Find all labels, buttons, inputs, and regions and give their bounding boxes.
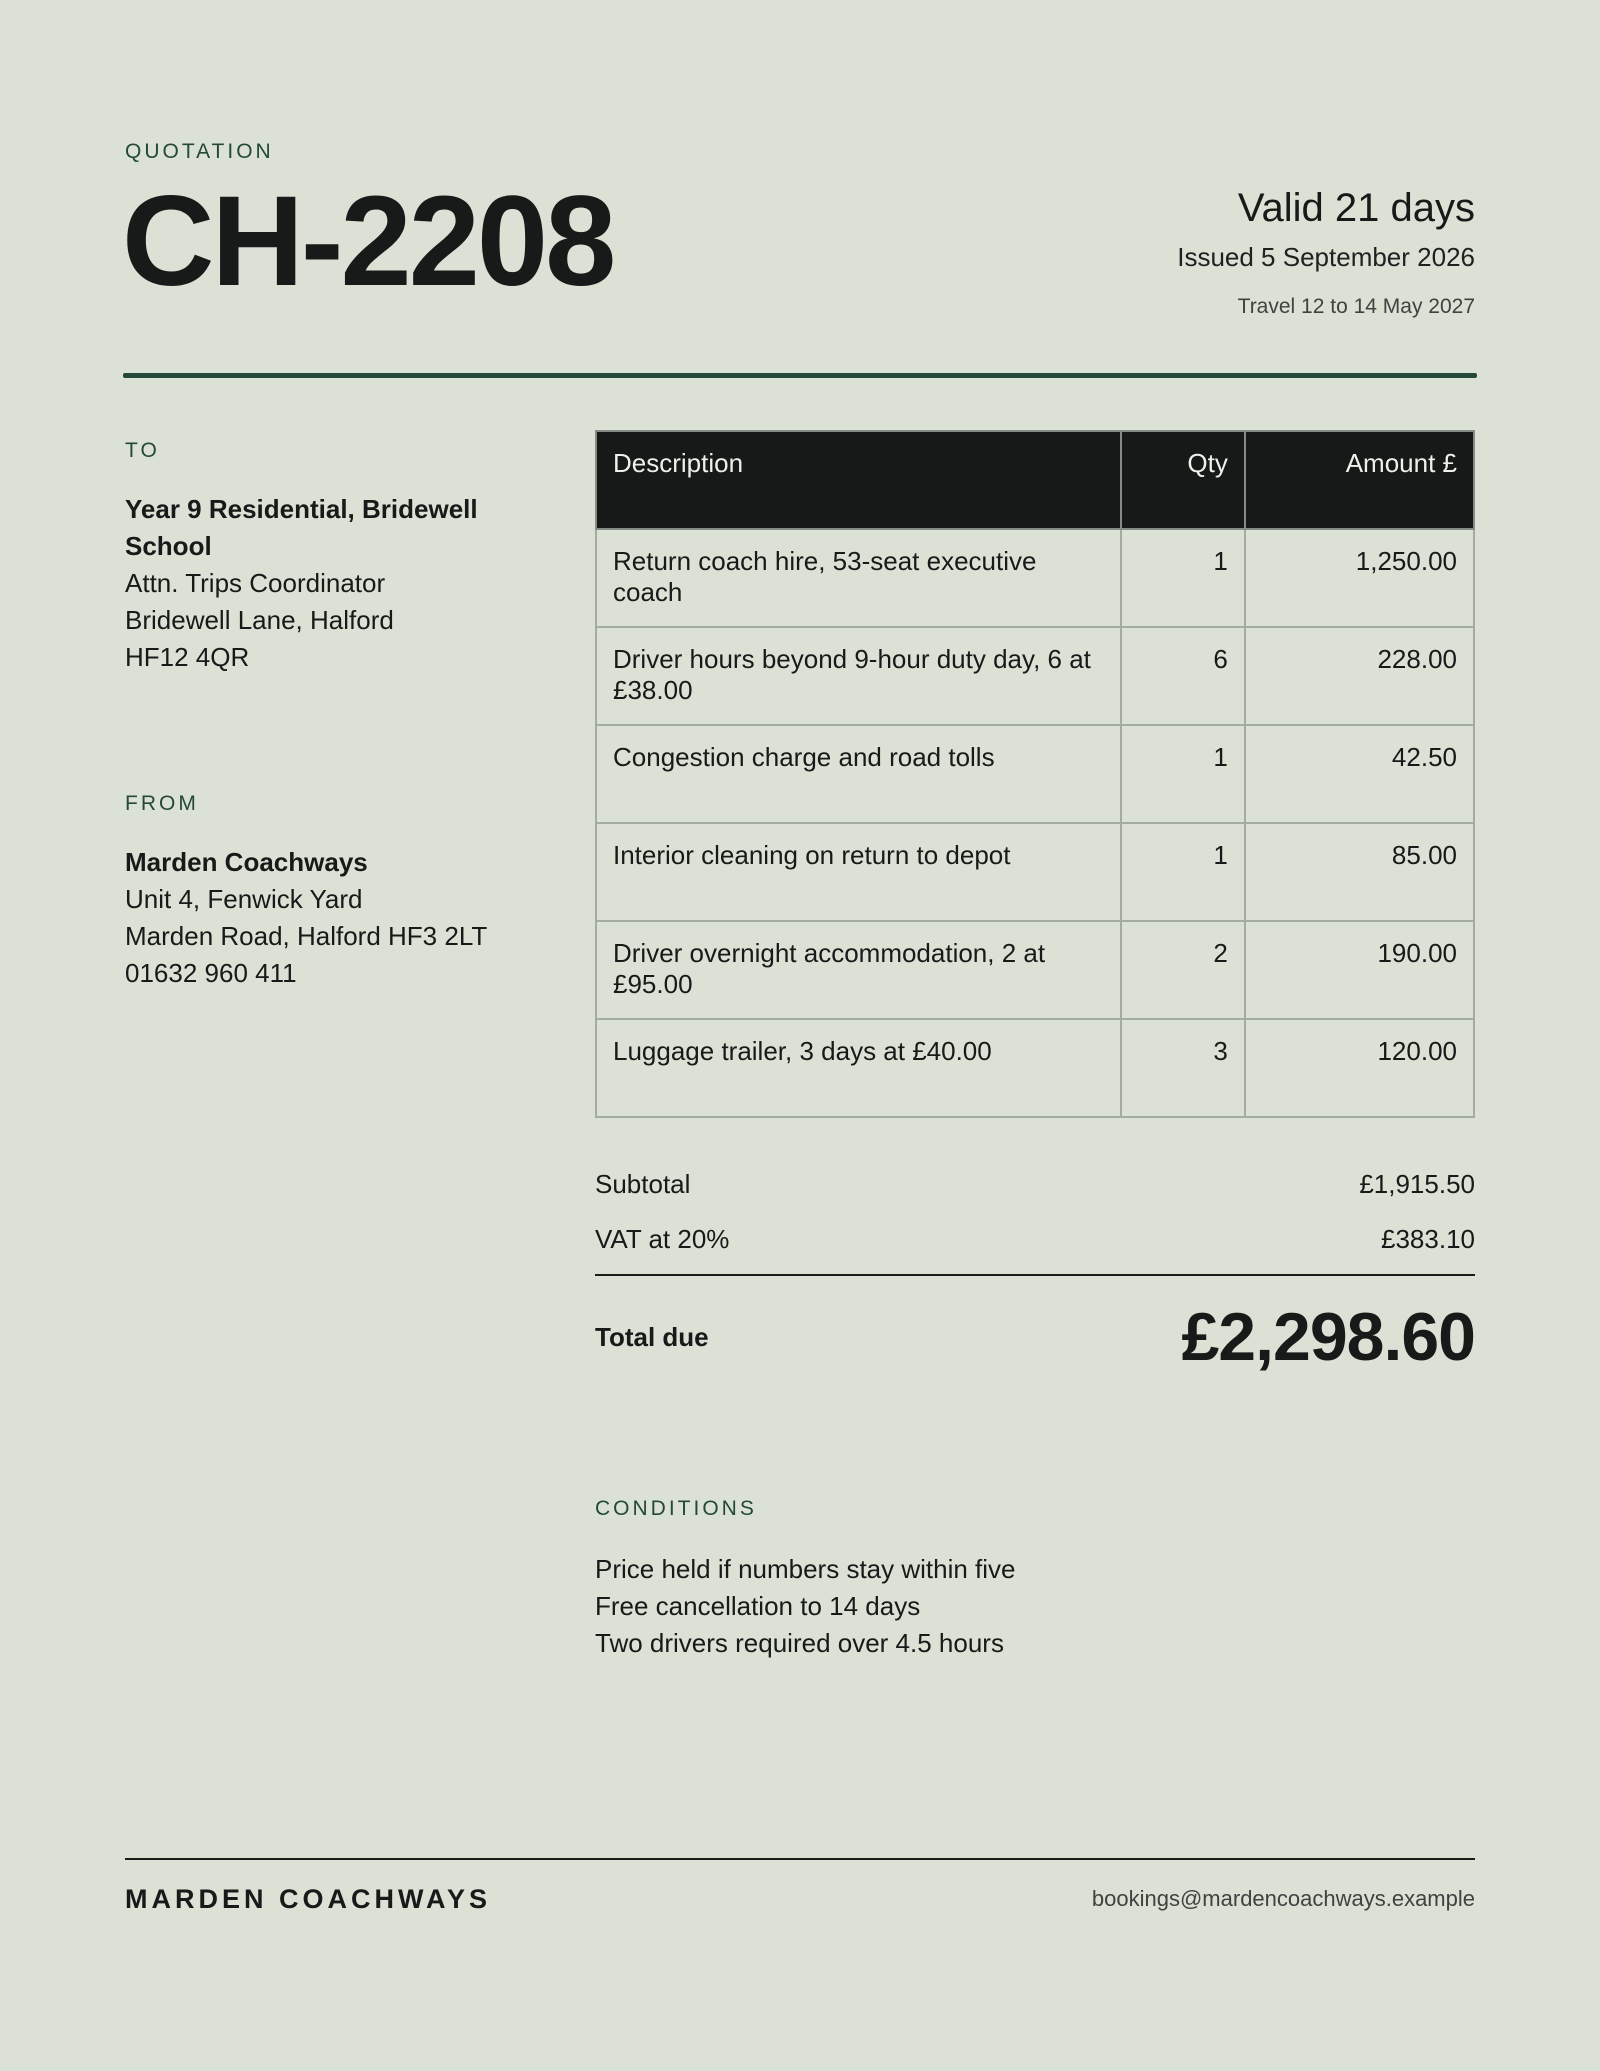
condition-item: Price held if numbers stay within five: [595, 1554, 1016, 1584]
recipient-address-line: Attn. Trips Coordinator: [125, 568, 386, 598]
table-header-row: [596, 431, 1474, 529]
recipient-address-line: HF12 4QR: [125, 642, 250, 672]
item-description: Congestion charge and road tolls: [596, 725, 1121, 823]
vat-row: [595, 1219, 1475, 1274]
table-row: [596, 627, 1474, 725]
subtotal-value: £1,915.50: [1359, 1169, 1475, 1199]
sender-block: [125, 785, 565, 992]
vat-label: VAT at 20%: [595, 1224, 730, 1254]
item-description: Return coach hire, 53-seat executive coach: [596, 529, 1121, 627]
item-description: Interior cleaning on return to depot: [596, 823, 1121, 921]
to-label: TO: [125, 439, 160, 462]
validity-text: Valid 21 days: [1237, 186, 1475, 230]
header-divider: [123, 373, 1477, 378]
footer-email: bookings@mardencoachways.example: [1091, 1886, 1475, 1911]
item-amount: 228.00: [1245, 627, 1474, 725]
footer-divider: [125, 1858, 1475, 1860]
sender-name: Marden Coachways: [125, 847, 368, 877]
sender-phone: 01632 960 411: [125, 958, 297, 988]
sender-address-line: Unit 4, Fenwick Yard: [125, 884, 363, 914]
quote-number: CH-2208: [122, 170, 614, 313]
total-due-value: £2,298.60: [1181, 1299, 1475, 1375]
condition-item: Two drivers required over 4.5 hours: [595, 1628, 1004, 1658]
total-due-label: Total due: [595, 1321, 709, 1352]
totals-divider: [595, 1274, 1475, 1276]
item-qty: 2: [1121, 921, 1245, 1019]
item-amount: 85.00: [1245, 823, 1474, 921]
table-row: [596, 529, 1474, 627]
item-qty: 6: [1121, 627, 1245, 725]
column-header-amount: Amount £: [1245, 431, 1474, 529]
item-description: Luggage trailer, 3 days at £40.00: [596, 1019, 1121, 1117]
condition-item: Free cancellation to 14 days: [595, 1591, 921, 1621]
sender-address-line: Marden Road, Halford HF3 2LT: [125, 921, 488, 951]
subtotal-row: [595, 1164, 1475, 1219]
table-row: [596, 921, 1474, 1019]
travel-dates: Travel 12 to 14 May 2027: [1237, 295, 1475, 318]
item-amount: 42.50: [1245, 725, 1474, 823]
line-items-table: [595, 430, 1475, 1118]
footer-brand: MARDEN COACHWAYS: [125, 1884, 492, 1914]
issued-date: Issued 5 September 2026: [1177, 242, 1475, 272]
item-amount: 190.00: [1245, 921, 1474, 1019]
item-qty: 1: [1121, 823, 1245, 921]
recipient-name: Year 9 Residential, Bridewell School: [125, 494, 478, 561]
item-qty: 1: [1121, 529, 1245, 627]
recipient-address-line: Bridewell Lane, Halford: [125, 605, 394, 635]
vat-value: £383.10: [1381, 1224, 1475, 1254]
item-qty: 3: [1121, 1019, 1245, 1117]
item-description: Driver hours beyond 9-hour duty day, 6 at £38.00: [596, 627, 1121, 725]
column-header-description: Description: [596, 431, 1121, 529]
table-row: [596, 823, 1474, 921]
subtotal-label: Subtotal: [595, 1169, 691, 1199]
conditions-label: CONDITIONS: [595, 1497, 757, 1520]
item-description: Driver overnight accommodation, 2 at £95.00: [596, 921, 1121, 1019]
item-amount: 1,250.00: [1245, 529, 1474, 627]
header-meta: [1177, 184, 1475, 319]
from-label: FROM: [125, 792, 199, 815]
column-header-qty: Qty: [1121, 431, 1245, 529]
recipient-block: [125, 432, 565, 676]
totals-block: [595, 1164, 1475, 1376]
table-row: [596, 725, 1474, 823]
table-row: [596, 1019, 1474, 1117]
document-type-label: QUOTATION: [125, 140, 274, 163]
item-amount: 120.00: [1245, 1019, 1474, 1117]
conditions-block: [595, 1490, 1475, 1662]
total-due-row: [595, 1298, 1475, 1376]
item-qty: 1: [1121, 725, 1245, 823]
